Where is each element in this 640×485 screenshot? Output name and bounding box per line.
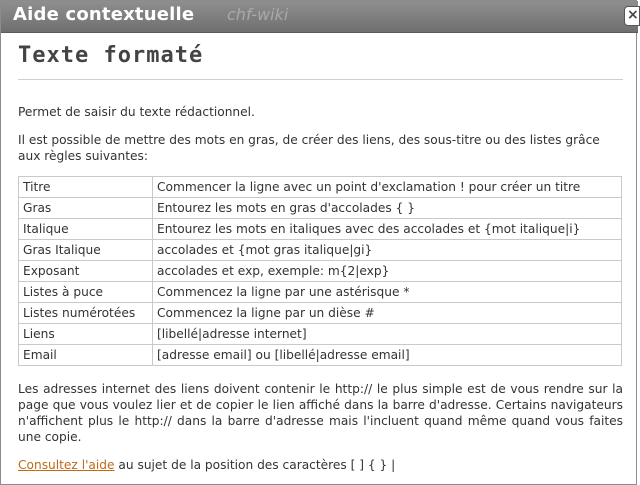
rule-description-cell: [adresse email] ou [libellé|adresse email] (153, 345, 622, 366)
help-suffix-text: au sujet de la position des caractères [ ] { } | (114, 458, 396, 472)
rules-intro-text: Il est possible de mettre des mots en gras, de créer des liens, des sous-titre ou des listes grâce aux règles suivantes: (18, 133, 600, 163)
table-row (19, 345, 622, 366)
page-title: Texte formaté (18, 43, 204, 68)
table-row (19, 177, 622, 198)
rule-description-cell: [libellé|adresse internet] (153, 324, 622, 345)
table-row (19, 219, 622, 240)
close-icon: × (627, 7, 639, 23)
table-row (19, 303, 622, 324)
intro-text: Permet de saisir du texte rédactionnel. (18, 105, 255, 119)
rule-name-cell: Listes numérotées (19, 303, 153, 324)
rule-description-cell: Entourez les mots en gras d'accolades { } (153, 198, 622, 219)
table-row (19, 198, 622, 219)
title-bar (1, 1, 638, 33)
rule-name-cell: Gras (19, 198, 153, 219)
rule-name-cell: Exposant (19, 261, 153, 282)
rule-name-cell: Titre (19, 177, 153, 198)
rule-description-cell: Commencer la ligne avec un point d'exclamation ! pour créer un titre (153, 177, 622, 198)
table-row (19, 240, 622, 261)
window-title: Aide contextuelle (13, 4, 195, 25)
table-row (19, 261, 622, 282)
window-subtitle: chf-wiki (227, 5, 289, 24)
divider (18, 79, 623, 80)
rule-name-cell: Listes à puce (19, 282, 153, 303)
help-content (18, 43, 623, 473)
table-row (19, 282, 622, 303)
help-link[interactable]: Consultez l'aide (18, 458, 115, 472)
rule-name-cell: Italique (19, 219, 153, 240)
rule-description-cell: accolades et {mot gras italique|gi} (153, 240, 622, 261)
rule-name-cell: Email (19, 345, 153, 366)
rule-name-cell: Liens (19, 324, 153, 345)
links-note-text: Les adresses internet des liens doivent contenir le http:// le plus simple est de vous rendre sur la page que vous voulez lier et de copier le lien affiché dans la barre d'adresse. Certains navigateurs n'affichent plus le http:// dans la barre d'adresse mais l'incluent quand même quand vous faites une copie. (18, 382, 623, 444)
table-row (19, 324, 622, 345)
rule-description-cell: Entourez les mots en italiques avec des accolades et {mot italique|i} (153, 219, 622, 240)
rule-description-cell: Commencez la ligne par un dièse # (153, 303, 622, 324)
rule-name-cell: Gras Italique (19, 240, 153, 261)
close-button[interactable] (624, 6, 640, 26)
rule-description-cell: Commencez la ligne par une astérisque * (153, 282, 622, 303)
help-line (18, 457, 623, 473)
rule-description-cell: accolades et exp, exemple: m{2|exp} (153, 261, 622, 282)
rules-table (18, 176, 622, 366)
